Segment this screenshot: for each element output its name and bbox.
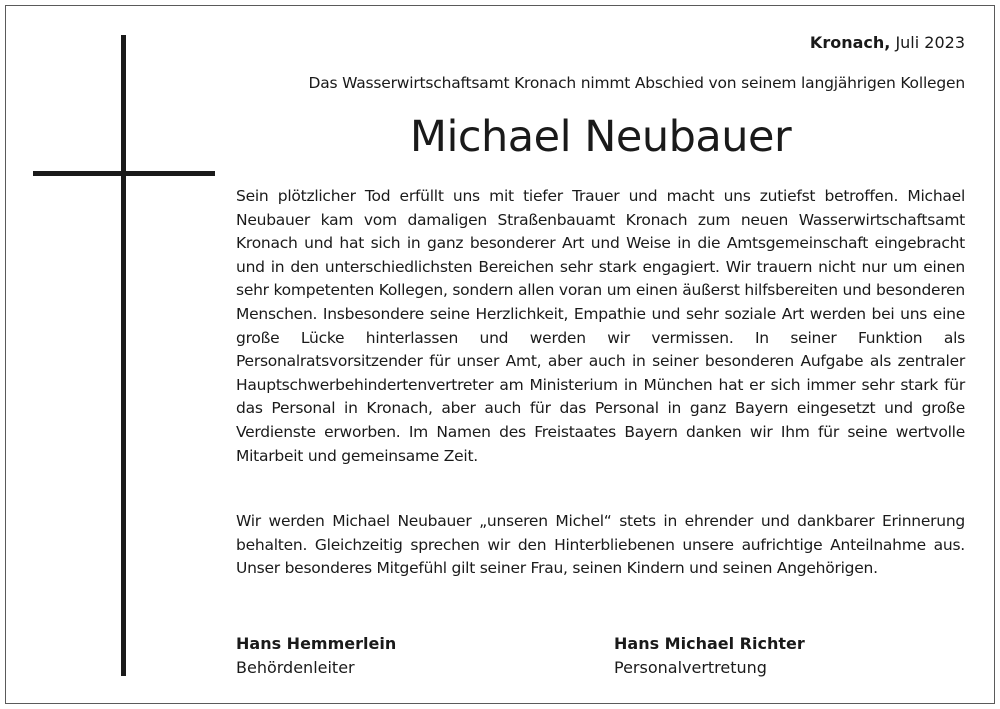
body-paragraph-2: Wir werden Michael Neubauer „unseren Michel“ stets in ehrender und dankbarer Erinnerung behalten. Gleichzeitig sprechen wir den Hinterbliebenen unsere aufrichtige Anteilnahme aus. Unser besonderes Mitgefühl gilt seiner Frau, seinen Kindern und seinen Angehörigen. [236,512,965,578]
dateline [810,33,965,53]
cross-vertical-bar [121,35,126,676]
signatory-name: Hans Michael Richter [614,634,805,653]
signatory-role: Personalvertretung [614,658,767,677]
signature-left [236,632,396,680]
intro-line: Das Wasserwirtschaftsamt Kronach nimmt Abschied von seinem langjährigen Kollegen [308,74,965,92]
deceased-name: Michael Neubauer [409,112,792,162]
dateline-date: Juli 2023 [895,33,965,52]
signatory-name: Hans Hemmerlein [236,634,397,653]
dateline-place: Kronach, [809,33,891,52]
signatory-role: Behördenleiter [236,658,355,677]
signature-right [614,632,805,680]
cross-horizontal-bar [33,171,215,176]
body-paragraph-1: Sein plötzlicher Tod erfüllt uns mit tiefer Trauer und macht uns zutiefst betroffen. Michael Neubauer kam vom damaligen Straßenbauamt Kronach zum neuen Wasserwirtschaftsamt Kronach und hat sich in ganz besonderer Art und Weise in die Amtsgemeinschaft eingebracht und in den unterschiedlichsten Bereichen sehr stark engagiert. Wir trauern nicht nur um einen sehr kompetenten Kollegen, sondern allen voran um einen äußerst hilfsbereiten und besonderen Menschen. Insbesondere seine Herzlichkeit, Empathie und sehr soziale Art werden bei uns eine große Lücke hinterlassen und werden wir vermissen. In seiner Funktion als Personalratsvorsitzender für unser Amt, aber auch in seiner besonderen Aufgabe als zentraler Hauptschwerbehindertenvertreter am Ministerium in München hat er sich immer sehr stark für das Personal in Kronach, aber auch für das Personal in ganz Bayern eingesetzt und große Verdienste erworben. Im Namen des Freistaates Bayern danken wir Ihm für seine wertvolle Mitarbeit und gemeinsame Zeit. [236,187,965,465]
